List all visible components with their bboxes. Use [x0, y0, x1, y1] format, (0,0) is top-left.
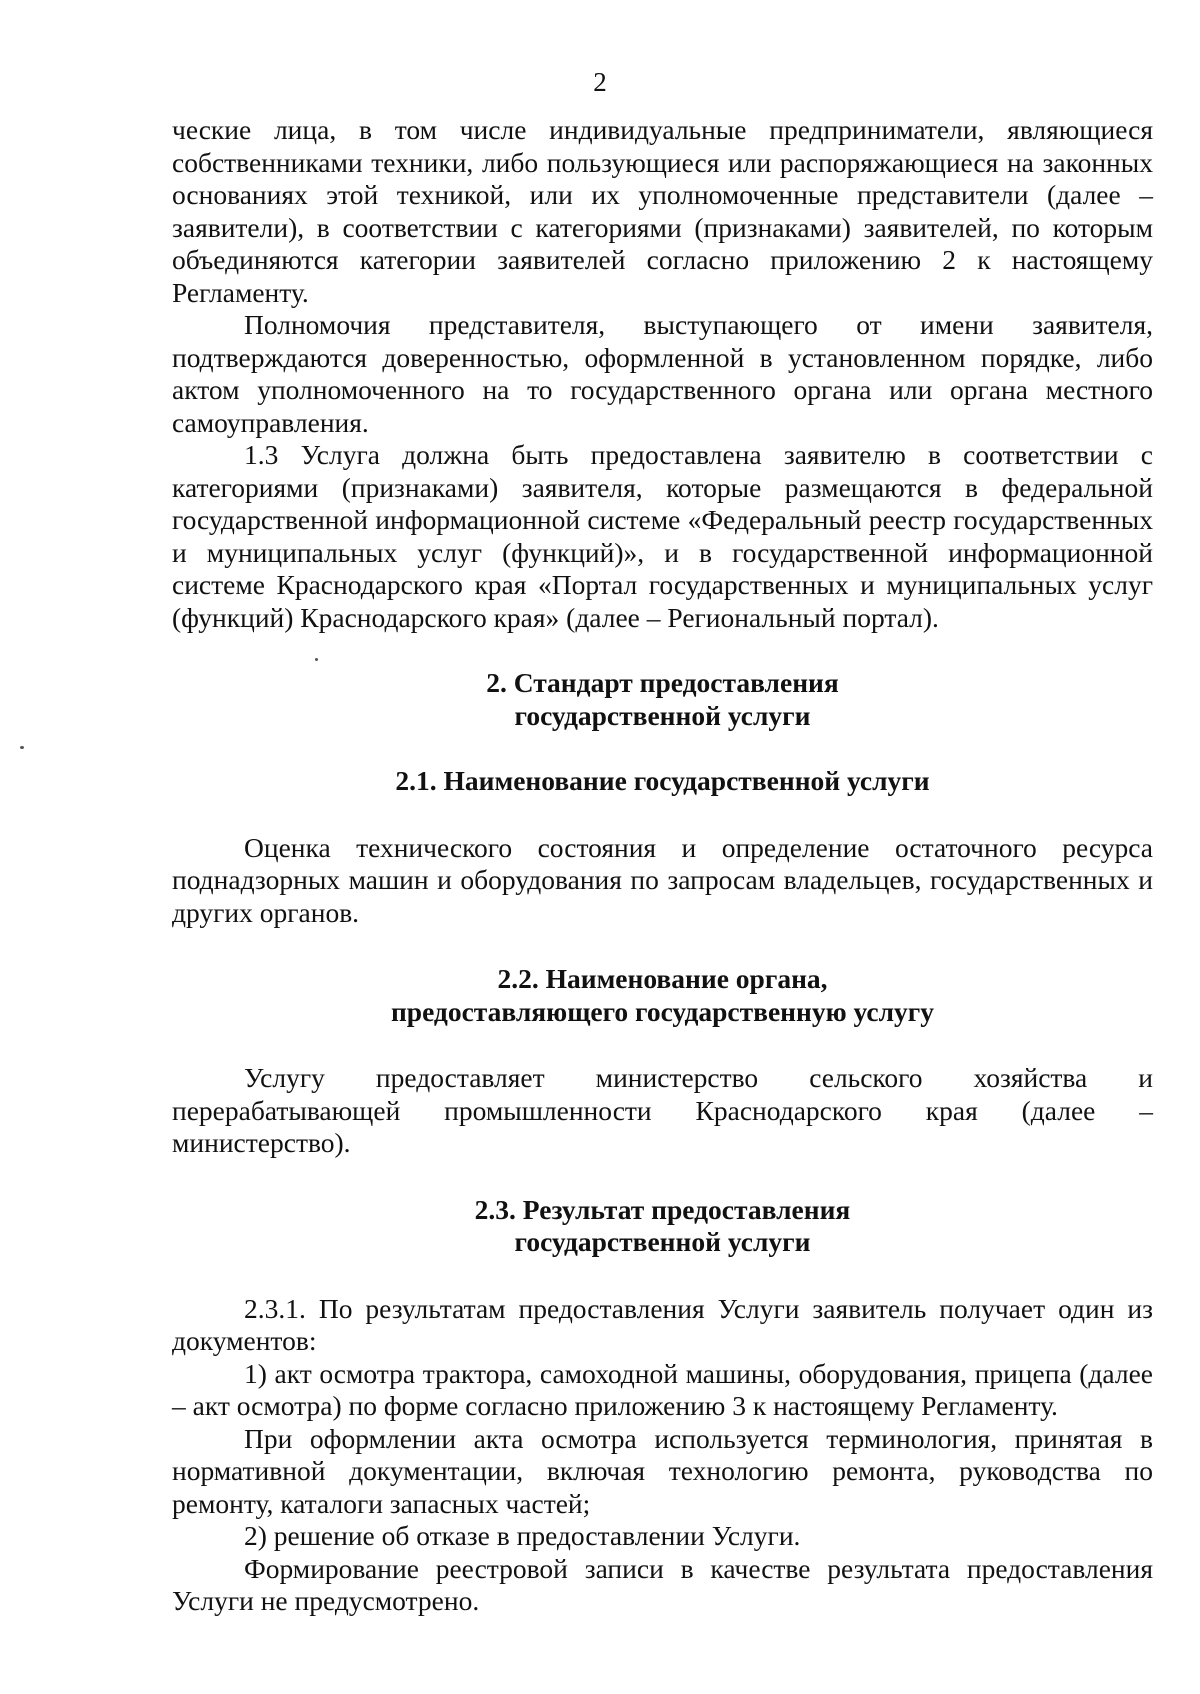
paragraph: 2) решение об отказе в предоставлении Услуги.	[244, 1520, 801, 1551]
subsection-heading	[172, 963, 1153, 1028]
subsection-heading	[172, 765, 1153, 798]
paragraph: 1) акт осмотра трактора, самоходной машины, оборудования, прицепа (далее – акт осмотра) по форме согласно приложению 3 к настоящему Регламенту.	[172, 1357, 1153, 1421]
paragraph: При оформлении акта осмотра используется терминология, принятая в нормативной документации, включая технологию ремонта, руководства по ремонту, каталоги запасных частей;	[172, 1422, 1153, 1519]
document-body	[172, 114, 1153, 1618]
section-heading-line: 2. Стандарт предоставления	[486, 667, 839, 698]
paragraph: Полномочия представителя, выступающего от имени заявителя, подтверждаются доверенностью, оформленной в установленном порядке, либо актом уполномоченного на то государственного органа или органа местного самоуправления.	[172, 309, 1153, 438]
page-number: 2	[593, 67, 607, 97]
subsection-heading-line: государственной услуги	[514, 1226, 811, 1257]
paragraph: Формирование реестровой записи в качестве результата предоставления Услуги не предусмотрено.	[172, 1552, 1153, 1616]
paragraph: ческие лица, в том числе индивидуальные предприниматели, являющиеся собственниками техники, либо пользующиеся или распоряжающиеся на законных основаниях этой техникой, или их уполномоченные представители (далее – заявители), в соответствии с категориями (признаками) заявителей, по которым объединяются категории заявителей согласно приложению 2 к настоящему Регламенту.	[172, 114, 1153, 308]
paragraph: Услугу предоставляет министерство сельского хозяйства и перерабатывающей промышленности Краснодарского края (далее – министерство).	[172, 1062, 1153, 1158]
paragraph: 2.3.1. По результатам предоставления Услуги заявитель получает один из документов:	[172, 1292, 1153, 1356]
subsection-heading-line: предоставляющего государственную услугу	[390, 995, 935, 1027]
subsection-heading-line: 2.1. Наименование государственной услуги	[395, 765, 930, 796]
paragraph: Оценка технического состояния и определение остаточного ресурса поднадзорных машин и оборудования по запросам владельцев, государственных и других органов.	[172, 831, 1153, 928]
section-heading-line: государственной услуги	[514, 699, 811, 731]
subsection-heading	[172, 1194, 1153, 1259]
subsection-heading-line: 2.3. Результат предоставления	[474, 1193, 851, 1225]
paragraph: 1.3 Услуга должна быть предоставлена заявителю в соответствии с категориями (признаками) заявителя, которые размещаются в федеральной государственной информационной системе «Федеральный реестр государственных и муниципальных услуг (функций)», и в государственной информационной системе Краснодарского края «Портал государственных и муниципальных услуг (функций) Краснодарского края» (далее – Региональный портал).	[172, 439, 1153, 633]
subsection-heading-line: 2.2. Наименование органа,	[497, 963, 828, 994]
section-heading	[172, 667, 1153, 732]
scan-speck	[20, 746, 24, 749]
